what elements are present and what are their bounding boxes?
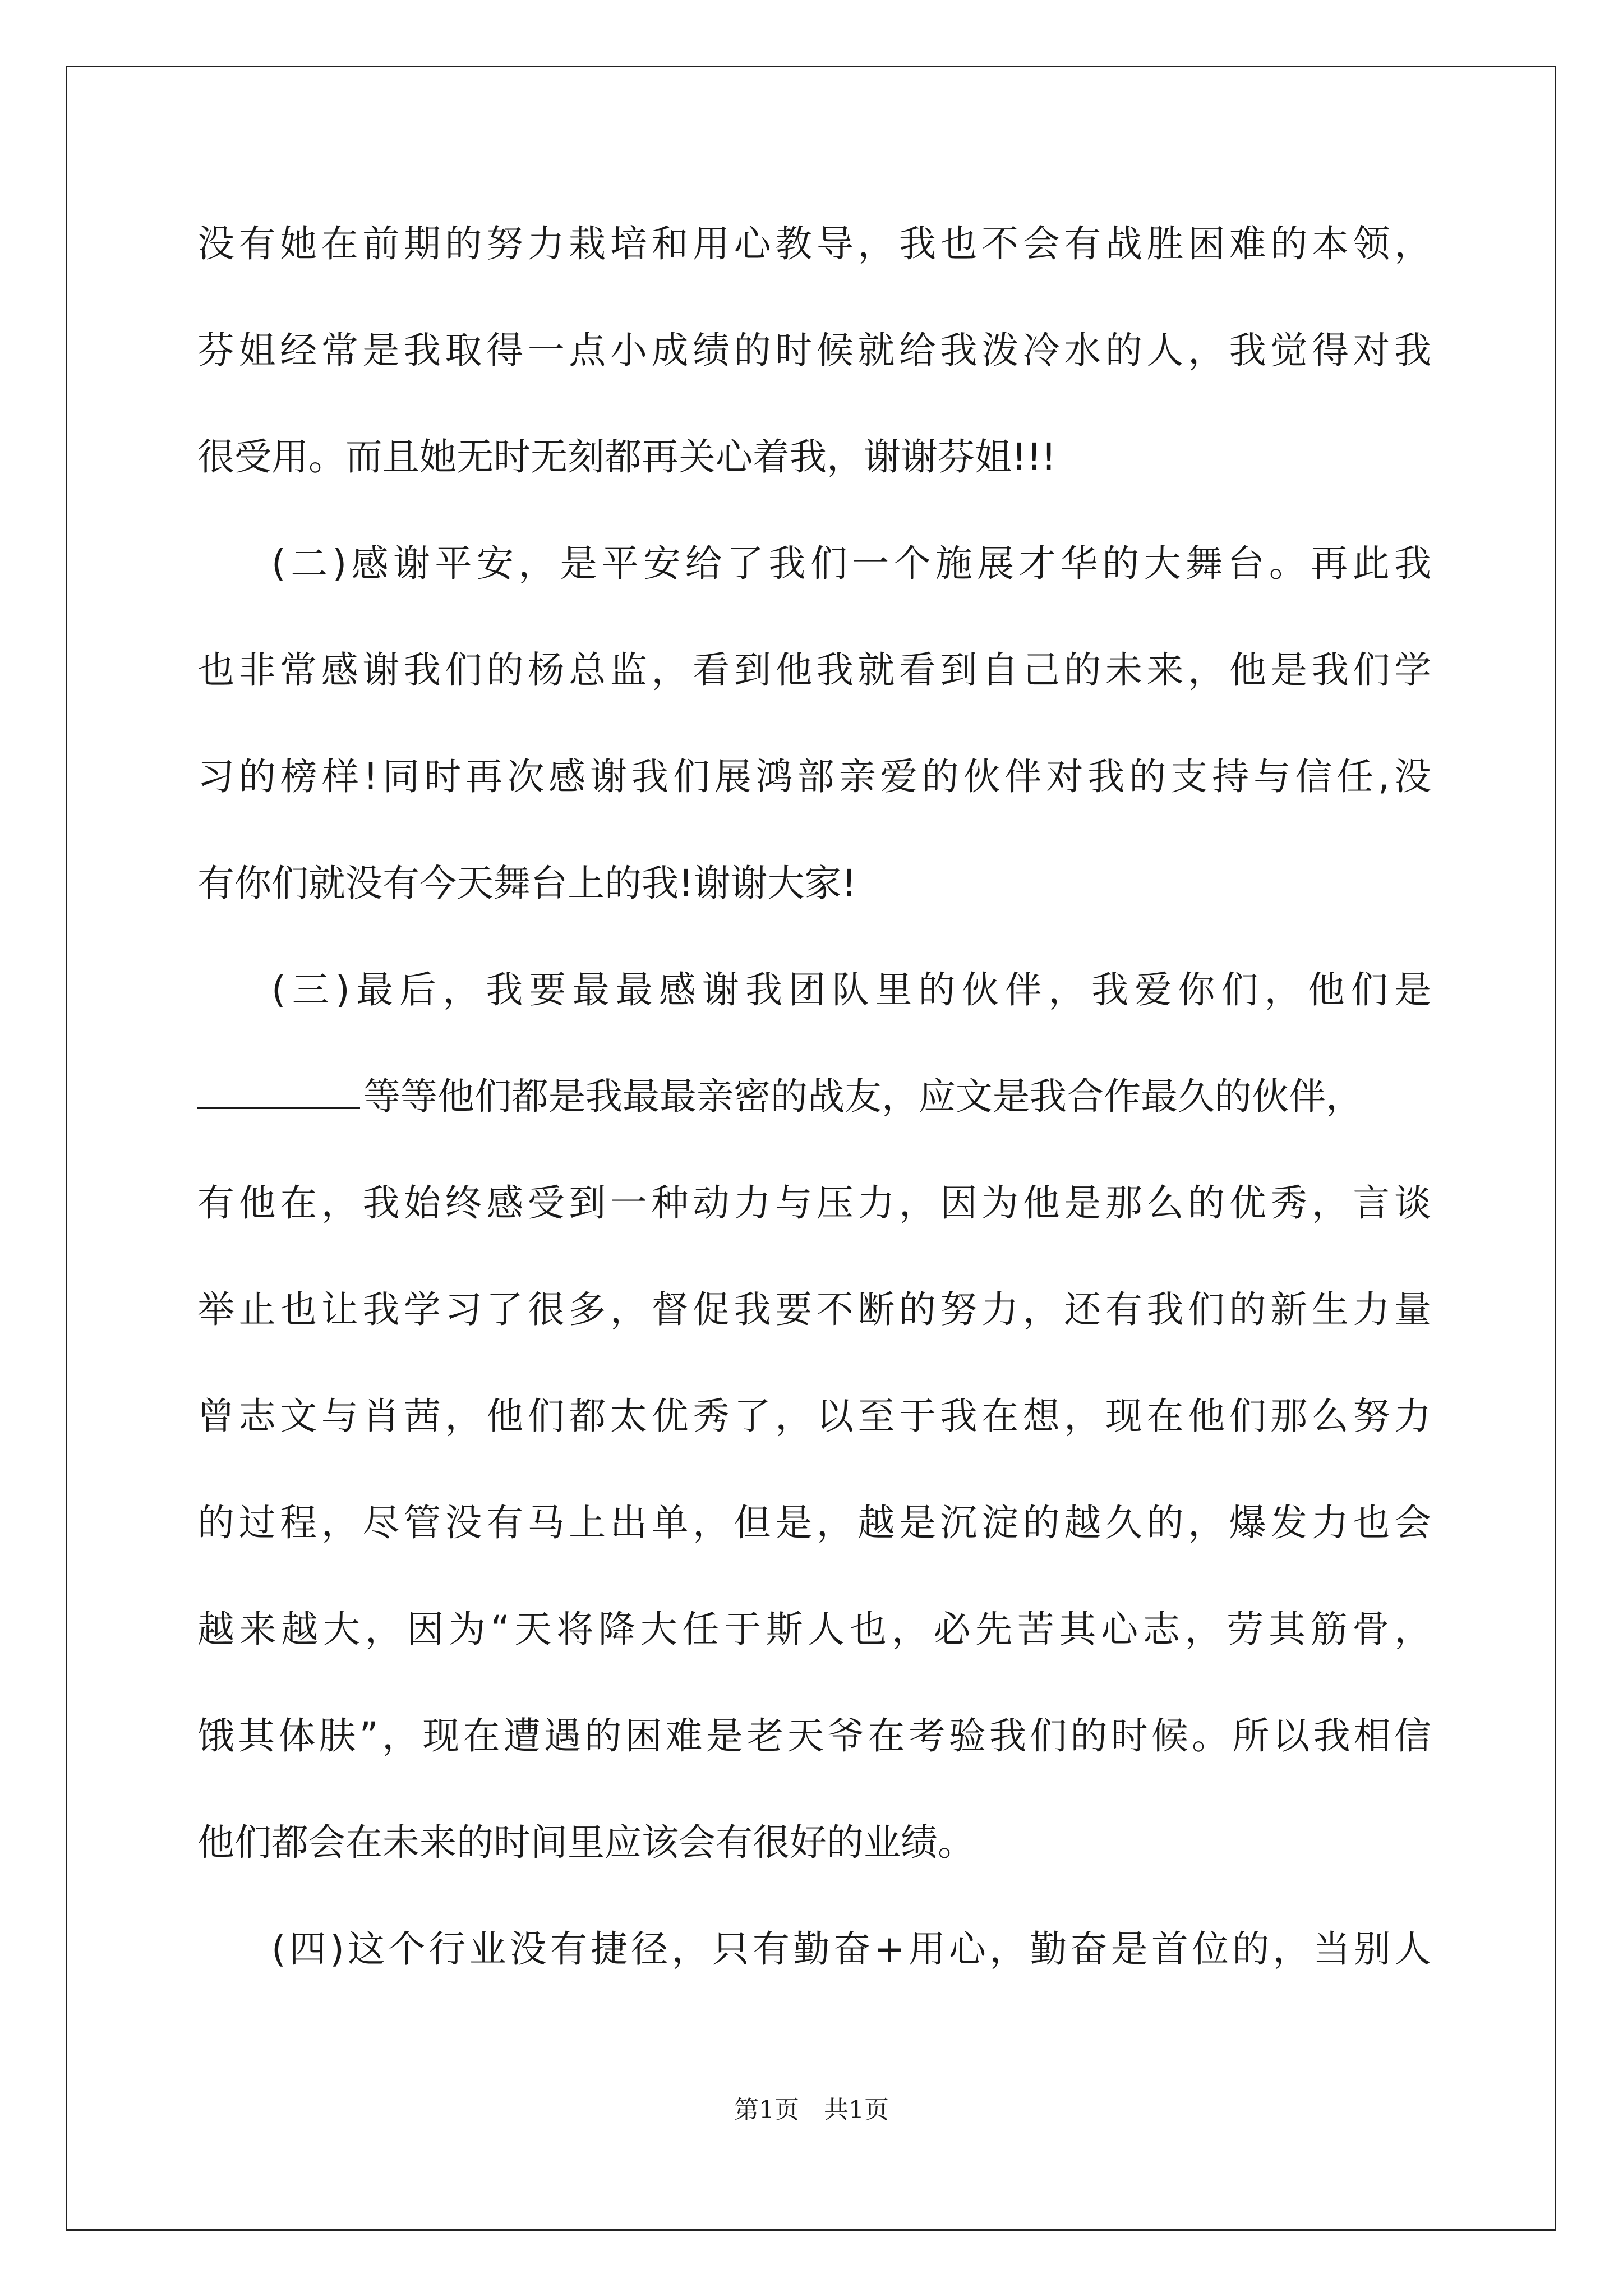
text-line: 饿其体肤”，现在遭遇的困难是老天爷在考验我们的时候。所以我相信 [197, 1714, 1431, 1757]
page-footer: 第1页 共1页 [734, 2096, 889, 2124]
text-line: 的过程，尽管没有马上出单，但是，越是沉淀的越久的，爆发力也会 [197, 1501, 1431, 1544]
text-line: 有你们就没有今天舞台上的我!谢谢大家! [197, 862, 856, 905]
text-line: 越来越大，因为“天将降大任于斯人也，必先苦其心志，劳其筋骨， [197, 1608, 1431, 1651]
text-line: 芬姐经常是我取得一点小成绩的时候就给我泼冷水的人，我觉得对我 [197, 329, 1431, 372]
page-border [66, 66, 1556, 2231]
text-line: 有他在，我始终感受到一种动力与压力，因为他是那么的优秀，言谈 [197, 1181, 1431, 1225]
text-line: 很受用。而且她无时无刻都再关心着我，谢谢芬姐!!! [197, 435, 1057, 478]
text-line: 举止也让我学习了很多，督促我要不断的努力，还有我们的新生力量 [197, 1288, 1431, 1331]
text-line: 习的榜样!同时再次感谢我们展鸿部亲爱的伙伴对我的支持与信任,没 [197, 755, 1431, 798]
paragraph-3-start: (三)最后，我要最最感谢我团队里的伙伴，我爱你们，他们是 [271, 968, 1431, 1011]
text-line: 曾志文与肖茜，他们都太优秀了，以至于我在想，现在他们那么努力 [197, 1395, 1431, 1438]
text-line: 他们都会在未来的时间里应该会有很好的业绩。 [197, 1821, 975, 1864]
paragraph-4-start: (四)这个行业没有捷径，只有勤奋+用心，勤奋是首位的，当别人 [271, 1927, 1431, 1971]
text-line: 等等他们都是我最最亲密的战友，应文是我合作最久的伙伴， [363, 1075, 1363, 1118]
fill-in-blank [197, 1068, 360, 1109]
text-line-with-blank [197, 1063, 1448, 1130]
paragraph-2-start: (二)感谢平安，是平安给了我们一个施展才华的大舞台。再此我 [271, 542, 1431, 585]
text-line: 也非常感谢我们的杨总监，看到他我就看到自己的未来，他是我们学 [197, 648, 1431, 692]
text-line: 没有她在前期的努力栽培和用心教导，我也不会有战胜困难的本领， [197, 222, 1431, 265]
